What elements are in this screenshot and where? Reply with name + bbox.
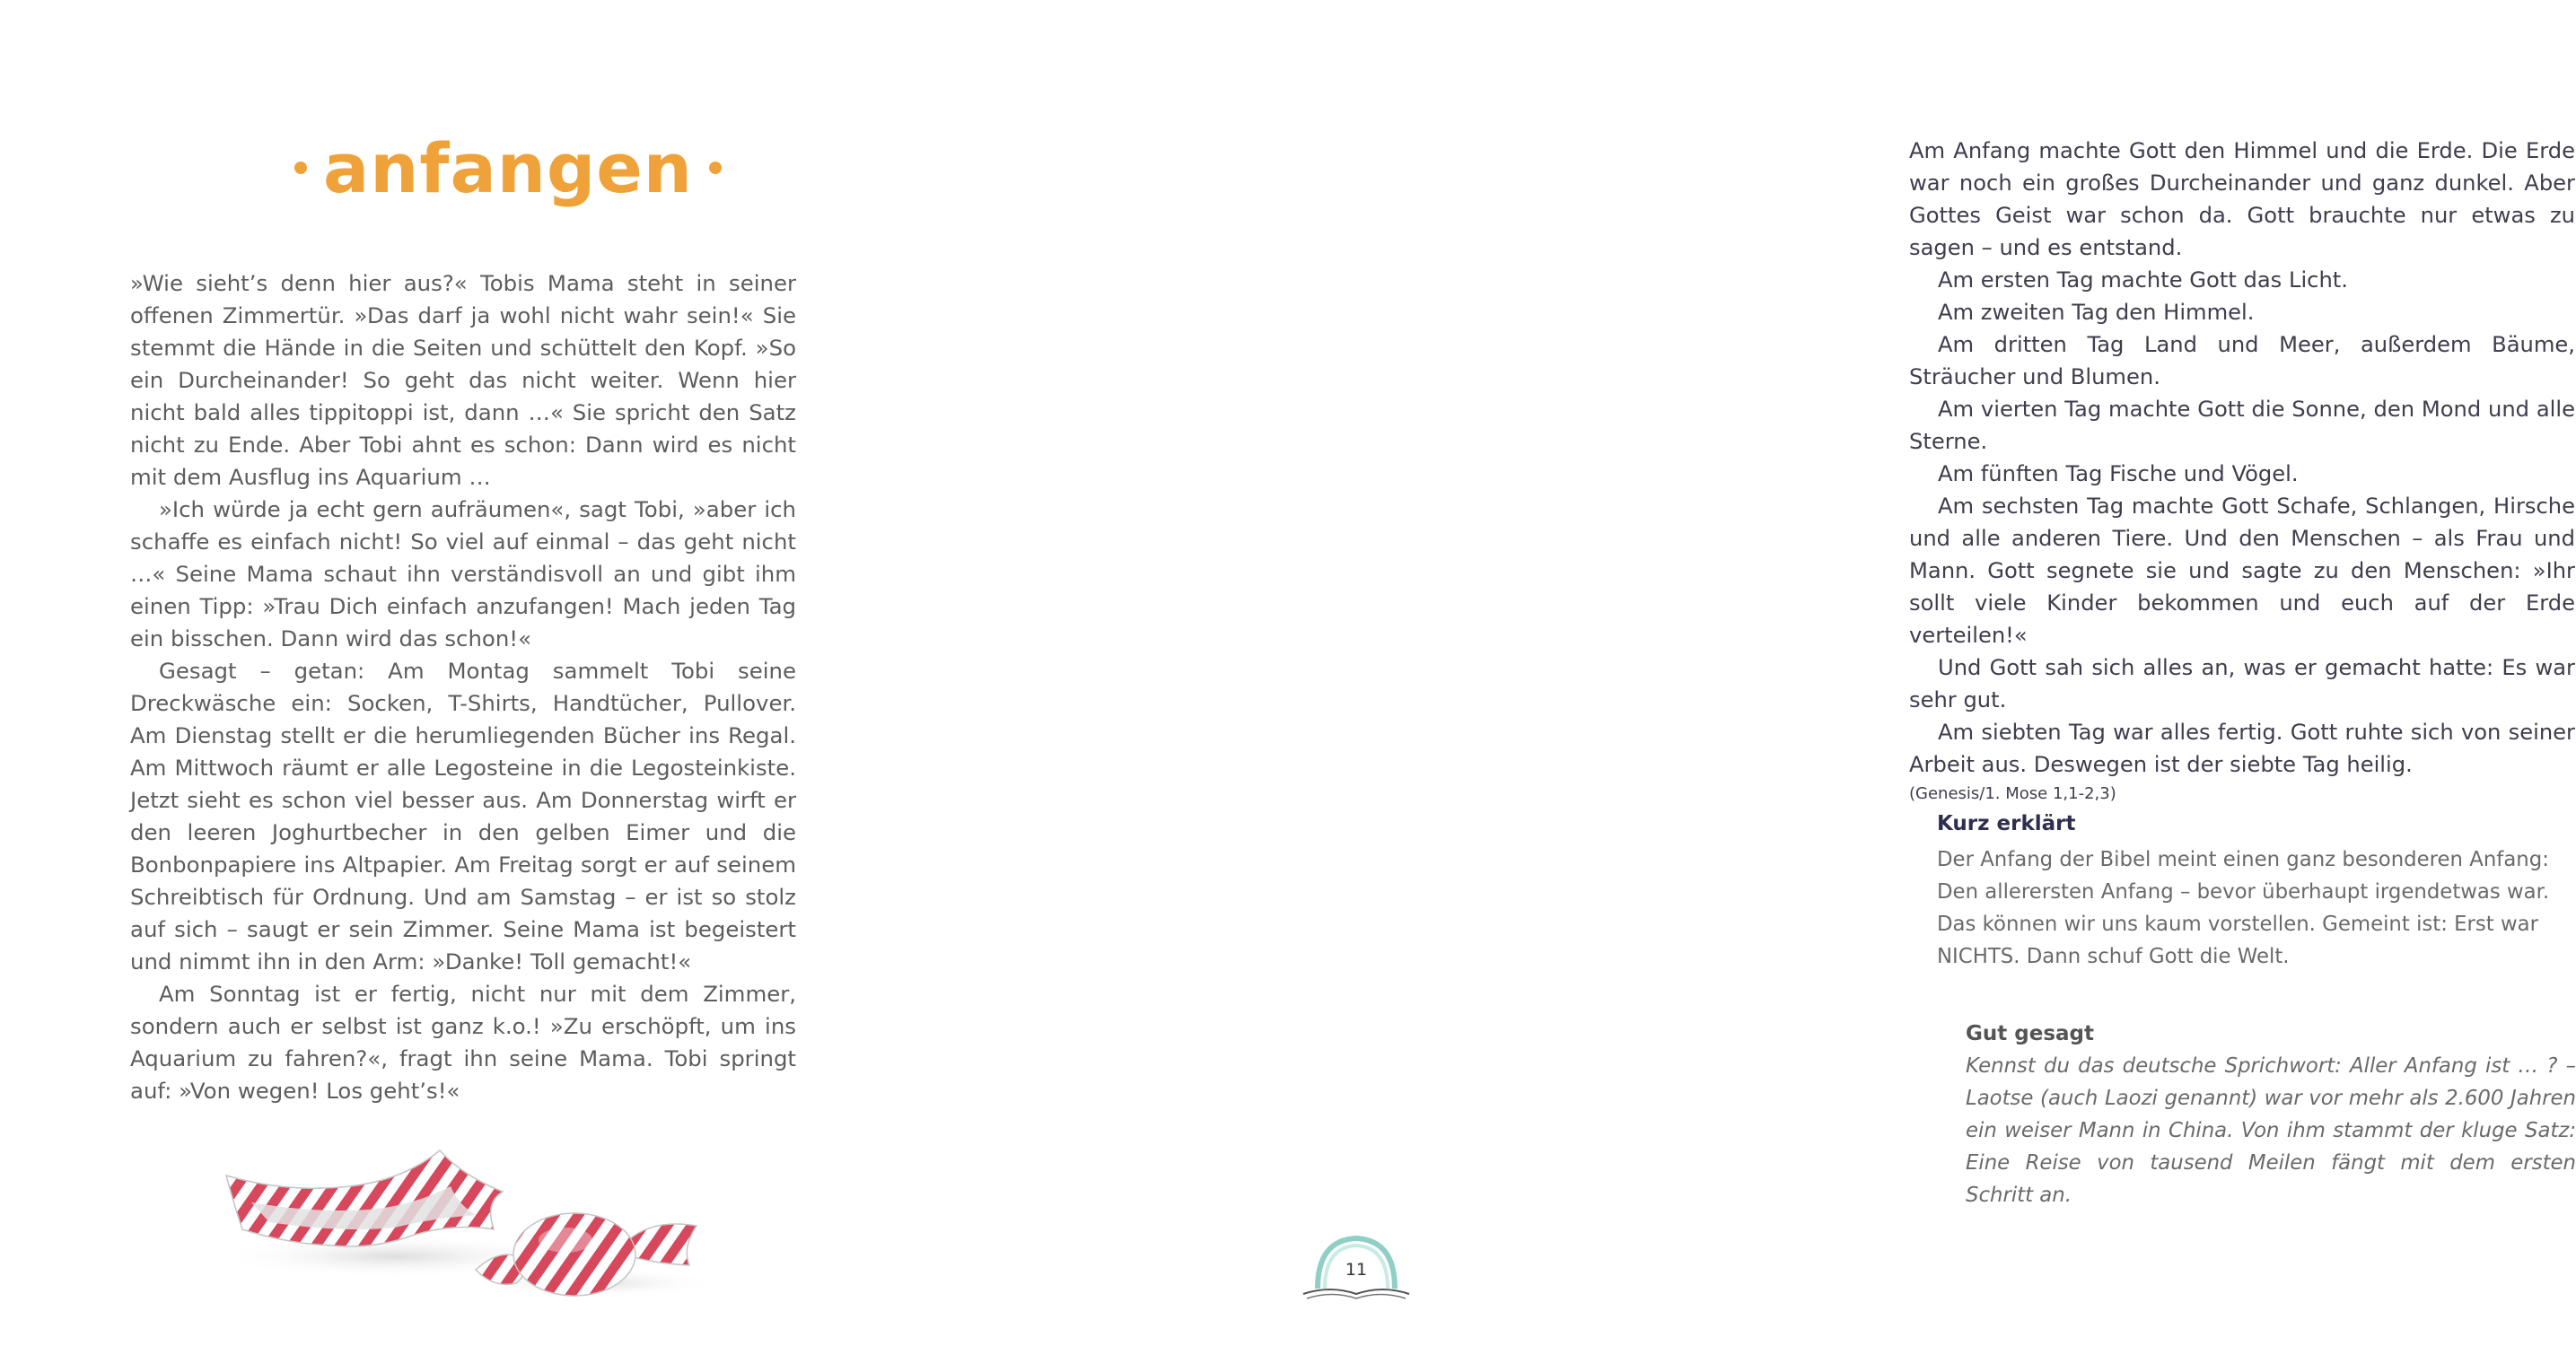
story-paragraph: Gesagt – getan: Am Montag sammelt Tobi seine Dreckwäsche ein: Socken, T-Shirts, Handtücher, Pullover. Am Dienstag stellt er die herumliegenden Bücher ins Regal. Am Mittwoch räumt er alle Legosteine in die Legosteinkiste. Jetzt sieht es schon viel besser aus. Am Donnerstag wirft er den leeren Joghurtbecher in den gelben Eimer und die Bonbonpapiere ins Altpapier. Am Freitag sorgt er auf seinem Schreibtisch für Ordnung. Und am Samstag – er ist so stolz auf sich – saugt er sein Zimmer. Seine Mama ist begeistert und nimmt ihn in den Arm: »Danke! Toll gemacht!« — [130, 658, 796, 975]
candy-highlight — [539, 1228, 592, 1253]
candy-body — [513, 1213, 635, 1296]
bible-paragraph: Am Anfang machte Gott den Himmel und die Erde. Die Erde war noch ein großes Durcheinander und ganz dunkel. Aber Gottes Geist war schon da. Gott brauchte nur etwas zu sagen – und es entstand. — [1909, 138, 2575, 260]
right-page — [898, 0, 2576, 1346]
page-number-badge — [1298, 1229, 1415, 1303]
bible-paragraph: Am zweiten Tag den Himmel. — [1938, 300, 2255, 325]
title-dot-left-icon — [294, 162, 307, 174]
bible-paragraph: Und Gott sah sich alles an, was er gemacht hatte: Es war sehr gut. — [1909, 655, 2575, 712]
bible-text — [1909, 135, 2575, 808]
story-paragraph: »Wie sieht’s denn hier aus?« Tobis Mama steht in seiner offenen Zimmertür. »Das darf ja wohl nicht wahr sein!« Sie stemmt die Hände in die Seiten und schüttelt den Kopf. »So ein Durcheinander! So geht das nicht weiter. Wenn hier nicht bald alles tippitoppi ist, dann …« Sie spricht den Satz nicht zu Ende. Aber Tobi ahnt es schon: Dann wird es nicht mit dem Ausflug ins Aquarium … — [130, 270, 796, 490]
chapter-title-text: anfangen — [323, 128, 693, 208]
bible-reference: (Genesis/1. Mose 1,1-2,3) — [1909, 784, 2116, 803]
title-dot-right-icon — [709, 162, 722, 174]
candy-wrapper-illustration — [215, 1140, 718, 1301]
bible-paragraph: Am dritten Tag Land und Meer, außerdem Bäume, Sträucher und Blumen. — [1909, 332, 2575, 389]
kurz-erklaert-box — [1937, 808, 2565, 973]
flat-wrapper-shape — [226, 1150, 503, 1246]
story-text — [130, 267, 796, 1107]
left-page — [0, 0, 898, 1346]
story-paragraph: »Ich würde ja echt gern aufräumen«, sagt Tobi, »aber ich schaffe es einfach nicht! So viel auf einmal – das geht nicht …« Seine Mama schaut ihn verständisvoll an und gibt ihm einen Tipp: »Trau Dich einfach anzufangen! Mach jeden Tag ein bisschen. Dann wird das schon!« — [130, 496, 796, 651]
bible-paragraph: Am siebten Tag war alles fertig. Gott ruhte sich von seiner Arbeit aus. Deswegen ist der siebte Tag heilig. — [1909, 720, 2575, 777]
gut-gesagt-heading: Gut gesagt — [1966, 1022, 2094, 1045]
bible-paragraph: Am fünften Tag Fische und Vögel. — [1938, 461, 2299, 486]
page-number: 11 — [1345, 1260, 1368, 1280]
bible-paragraph: Am sechsten Tag machte Gott Schafe, Schlangen, Hirsche und alle anderen Tiere. Und den Menschen – als Frau und Mann. Gott segnete sie und sagte zu den Menschen: »Ihr sollt viele Kinder bekommen und euch auf der Erde verteilen!« — [1909, 494, 2575, 648]
chapter-title — [278, 128, 693, 208]
kurz-erklaert-heading: Kurz erklärt — [1937, 812, 2076, 835]
gut-gesagt-box — [1966, 1018, 2576, 1211]
bible-paragraph: Am vierten Tag machte Gott die Sonne, den Mond und alle Sterne. — [1909, 397, 2575, 454]
story-paragraph: Am Sonntag ist er fertig, nicht nur mit dem Zimmer, sondern auch er selbst ist ganz k.o.! »Zu erschöpft, um ins Aquarium zu fahren?«, fragt ihn seine Mama. Tobi springt auf: »Von wegen! Los geht’s!« — [130, 981, 796, 1104]
kurz-erklaert-text: Der Anfang der Bibel meint einen ganz besonderen Anfang: Den allerersten Anfang – bevor überhaupt irgendetwas war. Das können wir uns kaum vorstellen. Gemeint ist: Erst war NICHTS. Dann schuf Gott die Welt. — [1937, 848, 2550, 968]
bible-paragraph: Am ersten Tag machte Gott das Licht. — [1938, 267, 2348, 293]
gut-gesagt-text: Kennst du das deutsche Sprichwort: Aller Anfang ist … ? – Laotse (auch Laozi genannt) war vor mehr als 2.600 Jahren ein weiser Mann in China. Von ihm stammt der kluge Satz: Eine Reise von tausend Meilen fängt mit dem ersten Schritt an. — [1966, 1054, 2576, 1207]
candy-right-twist — [628, 1224, 697, 1265]
